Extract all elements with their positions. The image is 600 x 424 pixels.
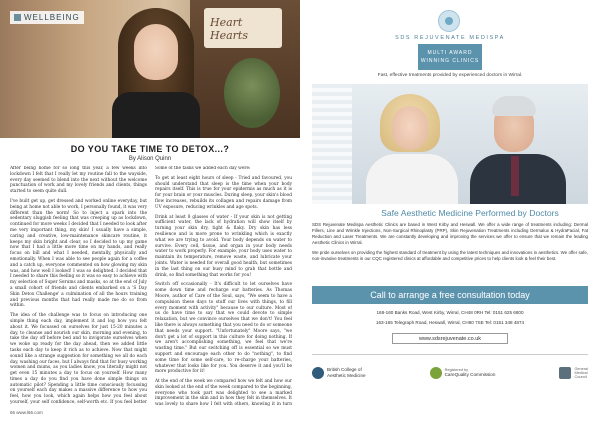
website-link[interactable]: www.sdsrejuvenate.co.uk xyxy=(392,333,508,344)
consultation-banner xyxy=(312,286,588,304)
address-west-kirby: 168-160 Banks Road, West Kirby, Wirral, CH48 0RH Tel: 0151 625 6800 xyxy=(376,310,524,315)
right-page-advert xyxy=(300,0,600,424)
article-paragraph: I've built get up, get dressed and worked online everyday, but being at home not able to work, I personally found, it was very different than the norm! So to inject a spark into the sedentary sluggish feeling that was creeping up as lockdown, continued for more weeks I decided that I needed to look after me very important thing, my skin! I usually have a simple, caring and creative, low-maintenance skincare routine, it keeps my skin bright and clear, so I decided to up my game now that I had a little more time on my hands, and really focus on bill and what I needed, mentally, physically and emotionally. When I was able to see people again for a coffee and a catch up, everyone commented on how glowing my skin was, and how well I looked! I was so delighted. I decided that I needed to share this feeling so it was so easy to achieve with my selection of Super Serums and masks, so at the end of July a small cohort of friends and clients embarked on a 'S Day Skin Detox Challenge' a culmination of all the hours training and previous months that had really made me do so from within. xyxy=(10,198,147,309)
clinic-logo-icon xyxy=(438,10,460,32)
cqc-logo xyxy=(430,367,496,379)
award-line-1: MULTI AWARD xyxy=(427,50,473,56)
award-line-2: WINNING CLINICS xyxy=(420,58,480,64)
doctor-1-body xyxy=(366,154,458,204)
article-paragraph: Drink at least 8 glasses of water - If your skin is not getting sufficient water, the lack of hydration will show itself by turning your skin dry, tight & flaky. Dry skin has less resilience and is more prone to wrinkling which is exactly what we are trying to avoid. Your body depends on water to survive. Every cell, tissue, and organ in your body needs water to work properly. For example, your body uses water to maintain its temperature, remove waste, and lubricate your joints. Water is needed for overall good health, but sometimes in the last thing on our busy mind to grab that bottle and drink, so find something that works for you! xyxy=(155,214,292,278)
article-paragraph: Some of the tasks we added each day were: xyxy=(155,166,251,171)
ad-paragraph: We pride ourselves on providing the highest standard of treatment by using the latest techniques and innovations in aesthetics. We offer safe, non-invasive treatments in our CQC registered clinics at affordable and competitive prices to help clients look & feel their best. xyxy=(312,250,588,261)
hero-person-top xyxy=(112,92,200,138)
cqc-line-2: CareQuality Commission xyxy=(444,371,496,377)
section-tag xyxy=(10,11,84,24)
clinic-interior-strip xyxy=(312,84,352,204)
bcam-line-1: British College of xyxy=(327,367,362,372)
ad-paragraph: SDS Rejuvenate Medispa Aesthetic Clinics are based in West Kirby and Heswall. We offer a wide range of treatments including: Dermal Fillers, Line and Wrinkle Injections, Non-Surgical Rhinoplasty (PRP), Skin Rejuvenation Treatments including Dermalux & HydraFacial, Fat Reduction and Laser Treatments. We are constantly developing and improving the services we offer to ensure that we remain the leading Aesthetic Clinics in Wirral. xyxy=(312,222,588,245)
article-paragraph: Switch off occasionally - It's difficult to let ourselves have some down time and recharge our batteries. As Thomas Moore, author of Care of the Soul, says, "We seem to have a compulsion these days to stuff our lives with things, to fill every moment with activity" because to our culture. Most of us do have time to say that we could devote to simple relaxation, but we convince ourselves that we don't! You feel like there is always something that you need to do or someone that needs your support. "Unfortunately" Moore says, "we don't get a lot of support in this culture for doing nothing. If we aren't accomplishing something, we feel that we're wasting time." But our switching off is essential so we must support and encourage each other to do "nothing", to find some time for some self-care, to re-charge your batteries, whatever that looks like for you. You deserve it and you'll be more productive for it! xyxy=(155,282,292,375)
consultation-banner-text: Call to arrange a free consultation today xyxy=(370,290,530,300)
award-badge xyxy=(418,44,482,70)
article-columns xyxy=(10,166,292,406)
hero-sign xyxy=(204,8,282,48)
bcam-logo xyxy=(312,367,366,379)
doctor-1-face xyxy=(392,106,428,150)
article-paragraph: After being home for so long this year, a few weeks into lockdown I felt that I really let my routine fall to the wayside, every day seemed to blend into the next without the welcome punctuation of work and my lovely friends and clients, things started to seem quite dull. xyxy=(10,166,147,195)
doctors-photo xyxy=(352,84,588,204)
article-byline: By Alison Quinn xyxy=(128,156,172,162)
hero-person-face xyxy=(134,24,178,80)
accreditation-logos xyxy=(312,354,588,384)
article-headline: DO YOU TAKE TIME TO DETOX...? xyxy=(70,144,230,154)
bcam-icon xyxy=(312,367,324,379)
section-tag-label: WELLBEING xyxy=(24,13,80,22)
doctor-2-hair xyxy=(492,96,536,116)
cqc-icon xyxy=(430,367,442,379)
article-column-2 xyxy=(155,166,292,406)
article-column-1 xyxy=(10,166,147,406)
hero-plant xyxy=(224,58,280,128)
address-heswall: 163-165 Telegraph Road, Heswall, Wirral, CH60 7SE Tel: 0151 348 4874 xyxy=(375,320,525,325)
cqc-line-1: Registered by xyxy=(444,367,469,372)
gmc-line-1: General xyxy=(574,366,588,371)
ad-body xyxy=(312,222,588,266)
gmc-logo xyxy=(559,367,588,379)
article-paragraph: At the end of the week we compared how we felt and how our skin looked at the end of the week compared to the beginning, everyone who took part was delighted to see a marked improvement in the skin and in how they felt in themselves. It was lovely to share how I felt with others, knowing it in turn xyxy=(155,379,292,406)
section-square-icon xyxy=(14,14,21,21)
bcam-line-2: Aesthetic Medicine xyxy=(327,372,366,378)
gmc-icon xyxy=(559,367,571,379)
page-footer: 66 www.l66.com xyxy=(10,410,43,415)
doctor-2-tie xyxy=(511,156,519,196)
article-paragraph: The idea of the challenge was to focus on introducing one simple thing each day, implement it and log how you felt about it. We focussed on ourselves for just 15-20 minutes a day, to cleanse and nourish our skin, morning and evening, to take the day off before bed and to invigorate ourselves when we woke up ready for the day ahead, then we added little tasks each day to keep it rich as to achieve. Now that might sound like a strange suggestion for something we all do each day, washing our faces, but I always find that for busy working women and mums, as you ladies know, you literally might not get even 15 minutes a day to focus on yourself. How many times a day do you find you have done simple things on automatic pilot? Spending a little time consciously focussing on yourself each day makes a massive difference to how you feel, how you look, which again helps how you feel about yourself, your self confidence, self-worth etc. If you feel better xyxy=(10,313,147,406)
ad-tagline: Fast, effective treatments provided by experienced doctors in Wirral. xyxy=(377,73,523,78)
hero-sign-text: Heart Hearts xyxy=(210,16,248,42)
article-paragraph: To get at least eight hours of sleep - Tried and favoured, you should understand that sleep is the time when your body repairs itself. This is true for your epidermis as much as it is for your brain or your muscles. During sleep, your skin's blood flow increases, rebuilds its collagen and repairs damage from UV exposure, reducing wrinkles and age spots. xyxy=(155,175,292,210)
ad-heading: Safe Aesthetic Medicine Performed by Doctors xyxy=(381,208,559,218)
hero-photo xyxy=(0,0,300,138)
clinic-name: SDS REJUVENATE MEDISPA xyxy=(395,35,505,41)
gmc-line-2: Medical xyxy=(574,370,588,375)
gmc-line-3: Council xyxy=(574,374,588,379)
